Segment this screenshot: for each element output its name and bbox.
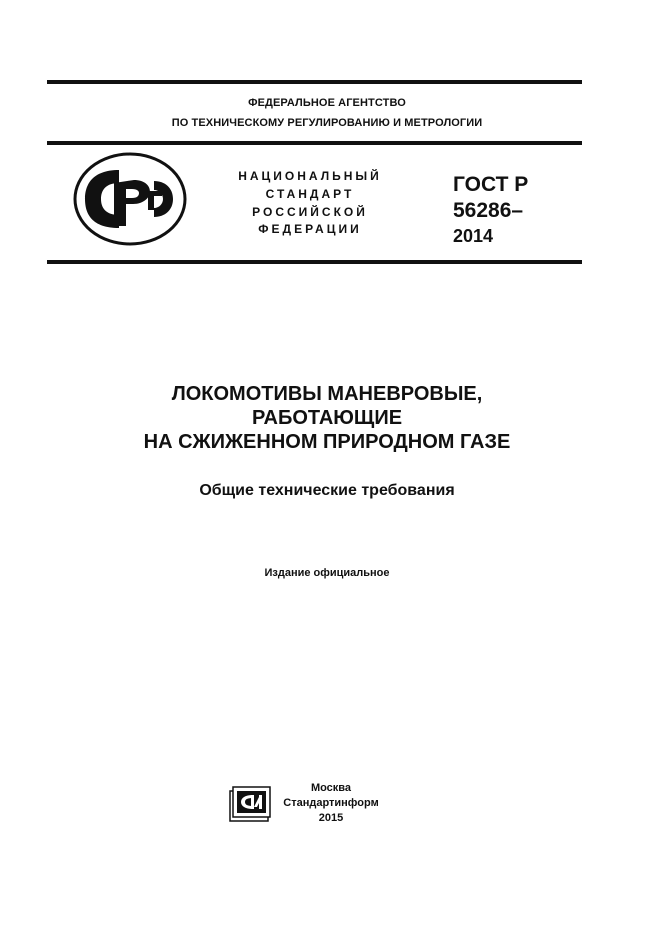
- document-subtitle: Общие технические требования: [199, 482, 455, 499]
- bottom-rule: [47, 260, 582, 264]
- agency-name-line-1: ФЕДЕРАЛЬНОЕ АГЕНТСТВО: [248, 97, 406, 109]
- standard-code: ГОСТ Р: [453, 173, 529, 196]
- standard-number: 56286–: [453, 199, 524, 222]
- standard-type-line-3: РОССИЙСКОЙ: [252, 205, 368, 219]
- top-rule: [47, 80, 582, 84]
- publisher-city: Москва: [310, 782, 352, 794]
- middle-rule: [47, 141, 582, 145]
- standard-type-line-4: ФЕДЕРАЦИИ: [258, 222, 362, 236]
- standard-type-line-1: НАЦИОНАЛЬНЫЙ: [238, 169, 382, 183]
- document-title-line-3: НА СЖИЖЕННОМ ПРИРОДНОМ ГАЗЕ: [143, 431, 511, 453]
- agency-name-line-2: ПО ТЕХНИЧЕСКОМУ РЕГУЛИРОВАНИЮ И МЕТРОЛОГИИ: [171, 117, 483, 129]
- pct-certification-logo: [70, 150, 190, 248]
- standard-year: 2014: [453, 226, 494, 246]
- standartinform-logo: [229, 786, 271, 822]
- publication-year: 2015: [318, 812, 344, 824]
- standard-type-line-2: СТАНДАРТ: [265, 187, 355, 201]
- document-title-line-2: РАБОТАЮЩИЕ: [251, 407, 403, 429]
- edition-note: Издание официальное: [264, 567, 390, 579]
- document-title-line-1: ЛОКОМОТИВЫ МАНЕВРОВЫЕ,: [171, 383, 483, 405]
- publisher-name: Стандартинформ: [283, 797, 379, 809]
